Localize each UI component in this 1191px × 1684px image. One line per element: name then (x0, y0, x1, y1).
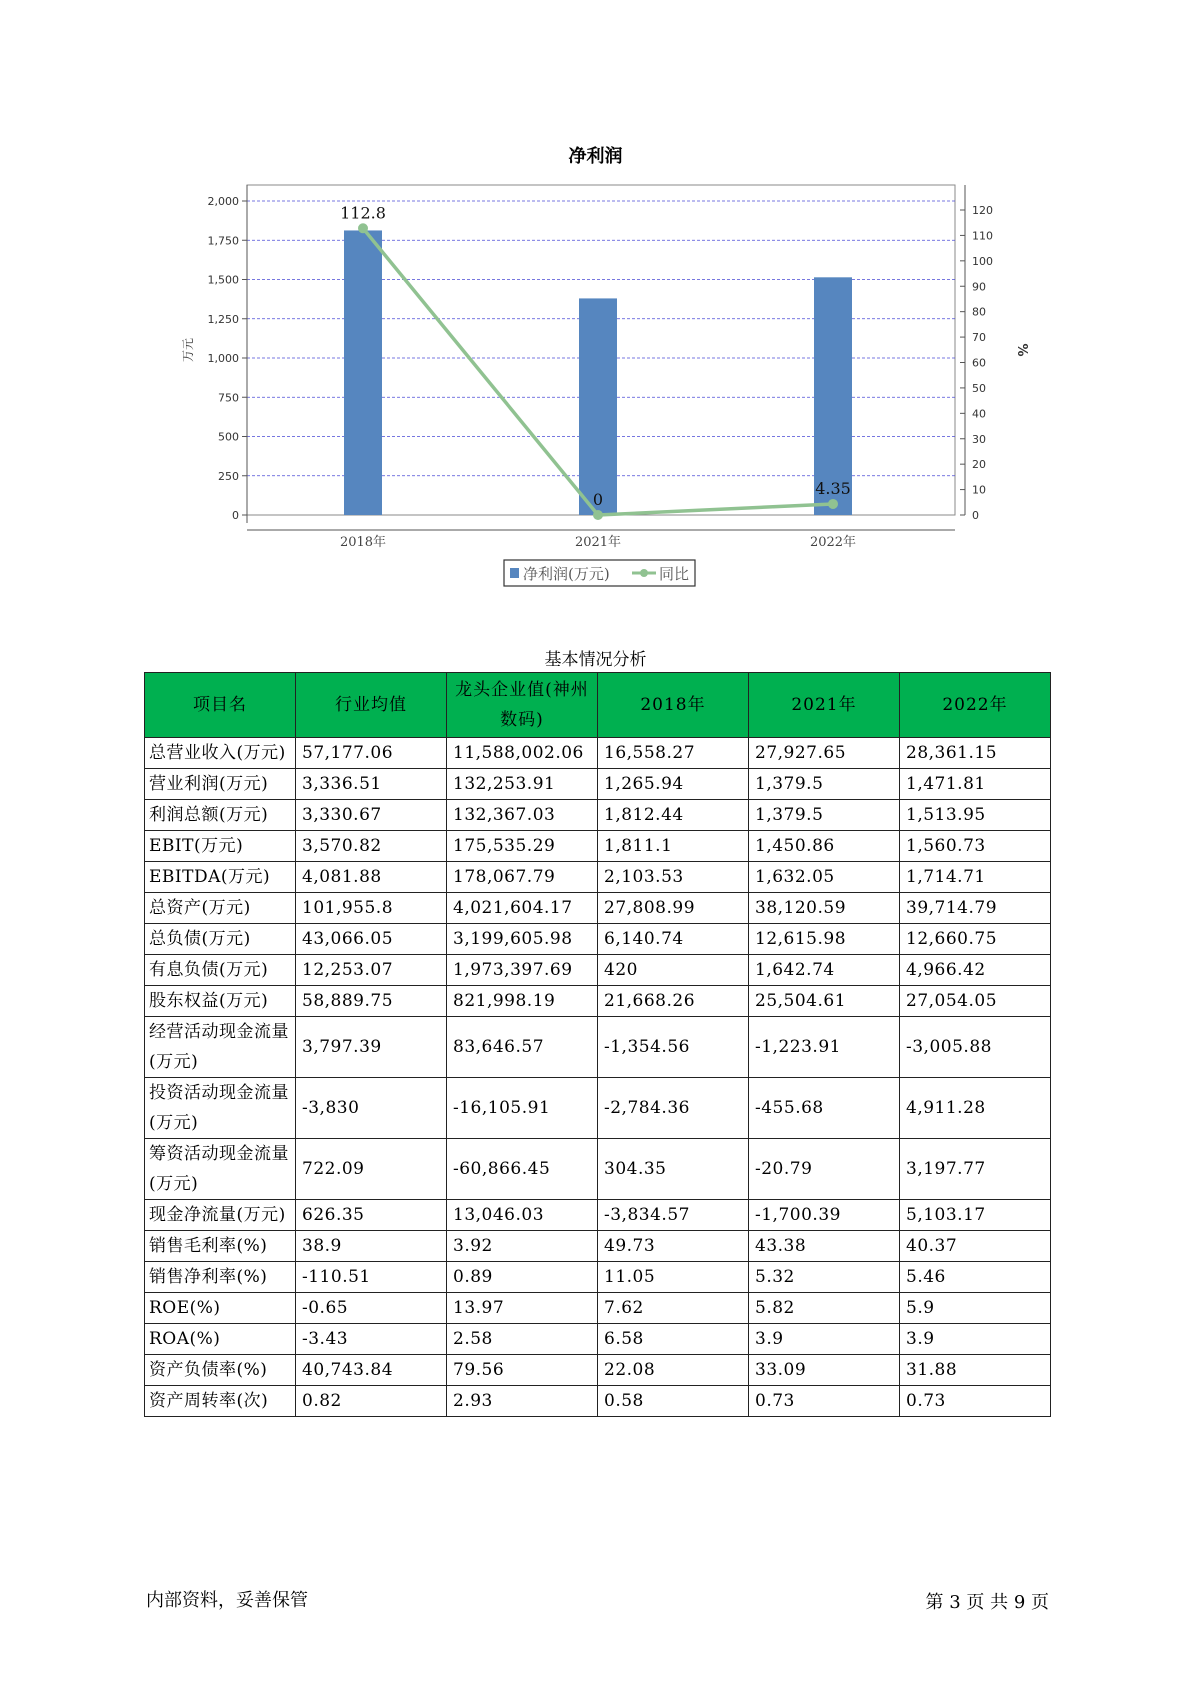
row-name: 经营活动现金流量(万元) (145, 1017, 296, 1078)
row-2021: 27,927.65 (749, 738, 900, 769)
row-industry-avg: 57,177.06 (296, 738, 447, 769)
header-item-name: 项目名 (145, 673, 296, 738)
row-leader-value: 3,199,605.98 (447, 924, 598, 955)
row-leader-value: 175,535.29 (447, 831, 598, 862)
row-2022: 1,471.81 (900, 769, 1051, 800)
row-2022: 1,513.95 (900, 800, 1051, 831)
row-industry-avg: 4,081.88 (296, 862, 447, 893)
y2-tick-label: 120 (972, 204, 993, 217)
row-2022: 40.37 (900, 1231, 1051, 1262)
row-2018: -2,784.36 (598, 1078, 749, 1139)
y2-tick-label: 60 (972, 356, 986, 370)
row-name: 总营业收入(万元) (145, 738, 296, 769)
row-leader-value: 132,253.91 (447, 769, 598, 800)
row-name: 资产周转率(次) (145, 1386, 296, 1417)
row-2018: 1,812.44 (598, 800, 749, 831)
point-yoy (828, 499, 838, 509)
y-tick-label: 1,000 (207, 352, 239, 365)
row-name: 总资产(万元) (145, 893, 296, 924)
table-row (145, 1017, 1051, 1078)
footer-page-number: 第 3 页 共 9 页 (925, 1592, 1049, 1613)
header-leader-value: 龙头企业值(神州数码) (447, 673, 598, 738)
row-industry-avg: 0.82 (296, 1386, 447, 1417)
row-name: 销售净利率(%) (145, 1262, 296, 1293)
y-tick-label: 1,500 (207, 273, 239, 287)
row-name: 总负债(万元) (145, 924, 296, 955)
row-2021: 1,450.86 (749, 831, 900, 862)
row-2018: 27,808.99 (598, 893, 749, 924)
x-tick-label: 2021年 (574, 535, 622, 550)
row-industry-avg: 3,330.67 (296, 800, 447, 831)
row-leader-value: 11,588,002.06 (447, 738, 598, 769)
row-industry-avg: 722.09 (296, 1139, 447, 1200)
row-leader-value: 2.58 (447, 1324, 598, 1355)
row-leader-value: 132,367.03 (447, 800, 598, 831)
row-2022: 28,361.15 (900, 738, 1051, 769)
row-2018: 2,103.53 (598, 862, 749, 893)
row-2021: 12,615.98 (749, 924, 900, 955)
row-leader-value: 79.56 (447, 1355, 598, 1386)
row-2018: 420 (598, 955, 749, 986)
row-leader-value: -60,866.45 (447, 1139, 598, 1200)
legend-swatch-point (640, 569, 648, 577)
table-row (145, 1293, 1051, 1324)
point-yoy (358, 223, 368, 233)
row-name: 资产负债率(%) (145, 1355, 296, 1386)
row-2018: 6,140.74 (598, 924, 749, 955)
row-2021: 1,642.74 (749, 955, 900, 986)
row-industry-avg: 12,253.07 (296, 955, 447, 986)
row-industry-avg: 38.9 (296, 1231, 447, 1262)
row-2021: 3.9 (749, 1324, 900, 1355)
header-2022: 2022年 (900, 673, 1051, 738)
row-2021: -20.79 (749, 1139, 900, 1200)
legend-label-line: 同比 (659, 565, 690, 583)
table-row (145, 986, 1051, 1017)
table-row (145, 1139, 1051, 1200)
row-2022: 0.73 (900, 1386, 1051, 1417)
row-name: 利润总额(万元) (145, 800, 296, 831)
row-leader-value: -16,105.91 (447, 1078, 598, 1139)
y2-tick-label: 20 (972, 458, 986, 472)
row-industry-avg: 101,955.8 (296, 893, 447, 924)
table-row (145, 769, 1051, 800)
data-label-yoy: 4.35 (815, 478, 851, 498)
row-2021: 5.82 (749, 1293, 900, 1324)
y-tick-label: 250 (218, 469, 239, 483)
row-name: 现金净流量(万元) (145, 1200, 296, 1231)
y-tick-label: 2,000 (207, 195, 239, 208)
row-2022: 31.88 (900, 1355, 1051, 1386)
row-2018: 7.62 (598, 1293, 749, 1324)
row-name: 有息负债(万元) (145, 955, 296, 986)
row-2022: 4,966.42 (900, 955, 1051, 986)
row-2018: -1,354.56 (598, 1017, 749, 1078)
table-row (145, 893, 1051, 924)
table-row (145, 1355, 1051, 1386)
table-row (145, 1262, 1051, 1293)
y2-tick-label: 10 (972, 483, 986, 497)
row-2022: 3,197.77 (900, 1139, 1051, 1200)
row-industry-avg: -3,830 (296, 1078, 447, 1139)
row-2022: 5,103.17 (900, 1200, 1051, 1231)
row-name: ROE(%) (145, 1293, 296, 1324)
row-2018: 49.73 (598, 1231, 749, 1262)
row-leader-value: 83,646.57 (447, 1017, 598, 1078)
basic-analysis-table (144, 672, 1051, 1417)
y2-tick-label: 30 (972, 432, 986, 446)
row-2021: -1,223.91 (749, 1017, 900, 1078)
chart-title: 净利润 (568, 146, 623, 167)
row-2021: 0.73 (749, 1386, 900, 1417)
row-name: EBITDA(万元) (145, 862, 296, 893)
data-label-yoy: 112.8 (340, 203, 386, 223)
net-profit-chart (0, 0, 1191, 600)
table-row (145, 831, 1051, 862)
row-2018: 16,558.27 (598, 738, 749, 769)
y-tick-label: 750 (218, 391, 239, 405)
y2-tick-label: 40 (972, 407, 986, 421)
row-2021: 33.09 (749, 1355, 900, 1386)
row-2022: 3.9 (900, 1324, 1051, 1355)
table-row (145, 1324, 1051, 1355)
row-2022: 5.9 (900, 1293, 1051, 1324)
row-2021: 43.38 (749, 1231, 900, 1262)
legend-label-bar: 净利润(万元) (523, 565, 610, 583)
y-axis-label: 万元 (181, 337, 195, 363)
row-industry-avg: 58,889.75 (296, 986, 447, 1017)
row-leader-value: 13.97 (447, 1293, 598, 1324)
row-2021: 1,379.5 (749, 800, 900, 831)
row-industry-avg: -110.51 (296, 1262, 447, 1293)
y2-tick-label: 0 (972, 509, 979, 522)
row-2021: 38,120.59 (749, 893, 900, 924)
header-2021: 2021年 (749, 673, 900, 738)
table-row (145, 955, 1051, 986)
row-2022: 4,911.28 (900, 1078, 1051, 1139)
row-2018: 21,668.26 (598, 986, 749, 1017)
table-row (145, 1078, 1051, 1139)
row-industry-avg: 43,066.05 (296, 924, 447, 955)
row-2018: 22.08 (598, 1355, 749, 1386)
row-industry-avg: 3,570.82 (296, 831, 447, 862)
row-2022: 5.46 (900, 1262, 1051, 1293)
row-2018: 304.35 (598, 1139, 749, 1200)
table-row (145, 924, 1051, 955)
row-2021: 1,632.05 (749, 862, 900, 893)
row-industry-avg: -0.65 (296, 1293, 447, 1324)
row-name: 投资活动现金流量(万元) (145, 1078, 296, 1139)
x-tick-label: 2022年 (809, 535, 857, 550)
x-tick-label: 2018年 (339, 535, 387, 550)
row-industry-avg: 3,797.39 (296, 1017, 447, 1078)
row-industry-avg: 626.35 (296, 1200, 447, 1231)
table-row (145, 862, 1051, 893)
row-2018: 11.05 (598, 1262, 749, 1293)
bar-net-profit (344, 230, 382, 515)
table-row (145, 1386, 1051, 1417)
row-2022: 12,660.75 (900, 924, 1051, 955)
row-name: 筹资活动现金流量(万元) (145, 1139, 296, 1200)
bar-net-profit (579, 298, 617, 515)
legend-swatch-bar (510, 568, 519, 578)
table-row (145, 1200, 1051, 1231)
header-2018: 2018年 (598, 673, 749, 738)
row-leader-value: 13,046.03 (447, 1200, 598, 1231)
y2-tick-label: 90 (972, 280, 986, 294)
row-2021: 5.32 (749, 1262, 900, 1293)
y-tick-label: 1,750 (207, 234, 239, 248)
y2-tick-label: 50 (972, 381, 986, 395)
row-2018: 6.58 (598, 1324, 749, 1355)
row-2018: 0.58 (598, 1386, 749, 1417)
row-2022: -3,005.88 (900, 1017, 1051, 1078)
row-leader-value: 1,973,397.69 (447, 955, 598, 986)
row-2018: -3,834.57 (598, 1200, 749, 1231)
row-leader-value: 3.92 (447, 1231, 598, 1262)
row-leader-value: 2.93 (447, 1386, 598, 1417)
y-tick-label: 500 (218, 430, 239, 444)
row-name: 销售毛利率(%) (145, 1231, 296, 1262)
row-industry-avg: -3.43 (296, 1324, 447, 1355)
y2-tick-label: 70 (972, 331, 986, 345)
y-tick-label: 1,250 (207, 312, 239, 326)
section-title: 基本情况分析 (544, 650, 647, 670)
row-leader-value: 821,998.19 (447, 986, 598, 1017)
row-2018: 1,265.94 (598, 769, 749, 800)
header-industry-avg: 行业均值 (296, 673, 447, 738)
row-leader-value: 0.89 (447, 1262, 598, 1293)
y2-tick-label: 80 (972, 305, 986, 319)
footer-confidential: 内部资料，妥善保管 (146, 1590, 308, 1611)
row-industry-avg: 40,743.84 (296, 1355, 447, 1386)
y2-tick-label: 110 (972, 229, 993, 243)
row-2022: 1,714.71 (900, 862, 1051, 893)
row-name: ROA(%) (145, 1324, 296, 1355)
row-name: 营业利润(万元) (145, 769, 296, 800)
row-2021: -455.68 (749, 1078, 900, 1139)
row-2022: 39,714.79 (900, 893, 1051, 924)
row-2022: 27,054.05 (900, 986, 1051, 1017)
row-2021: 1,379.5 (749, 769, 900, 800)
row-2021: -1,700.39 (749, 1200, 900, 1231)
point-yoy (593, 510, 603, 520)
row-2021: 25,504.61 (749, 986, 900, 1017)
y-tick-label: 0 (232, 509, 239, 522)
y2-tick-label: 100 (972, 254, 993, 268)
row-industry-avg: 3,336.51 (296, 769, 447, 800)
row-leader-value: 178,067.79 (447, 862, 598, 893)
table-row (145, 1231, 1051, 1262)
data-label-yoy: 0 (592, 490, 604, 509)
row-name: 股东权益(万元) (145, 986, 296, 1017)
row-2022: 1,560.73 (900, 831, 1051, 862)
row-leader-value: 4,021,604.17 (447, 893, 598, 924)
y2-axis-label: % (1014, 343, 1029, 357)
row-name: EBIT(万元) (145, 831, 296, 862)
row-2018: 1,811.1 (598, 831, 749, 862)
table-row (145, 738, 1051, 769)
table-row (145, 800, 1051, 831)
table-header-row (145, 673, 1051, 738)
